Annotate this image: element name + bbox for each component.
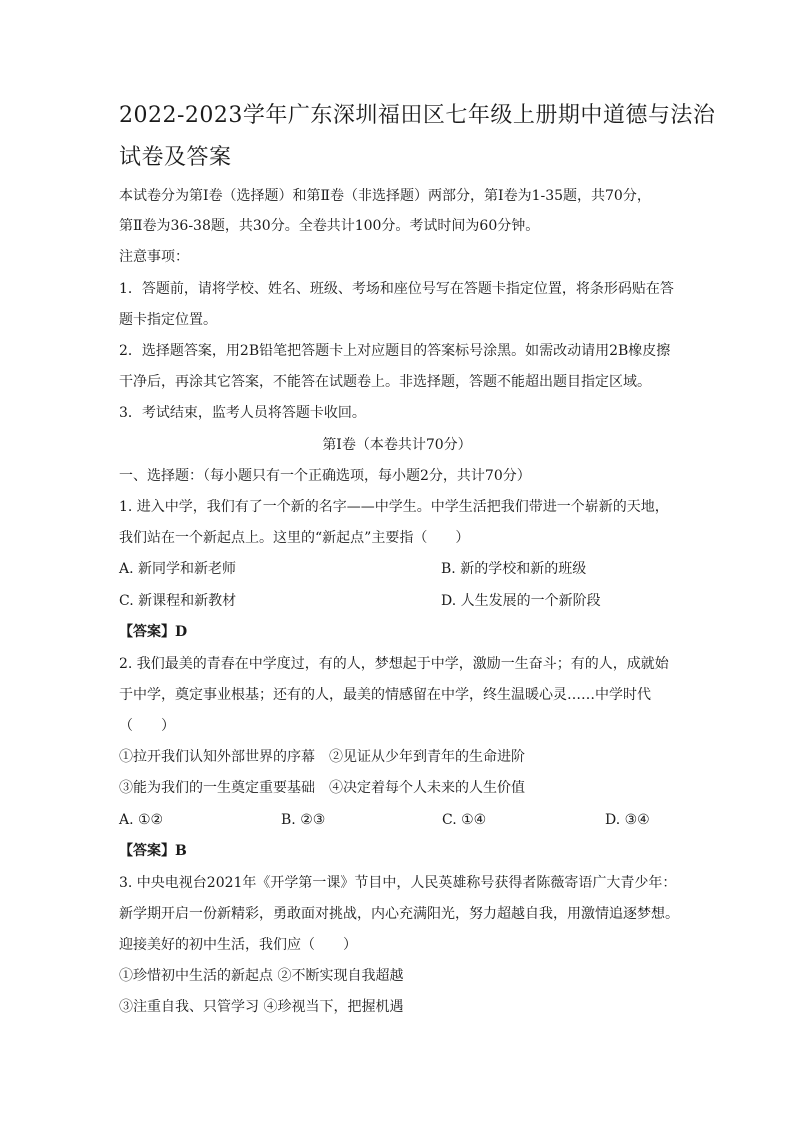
question-3-line-1: 3. 中央电视台2021年《开学第一课》节目中，人民英雄称号获得者陈薇寄语广大青少年： bbox=[119, 875, 677, 891]
question-1-line-1: 1. 进入中学，我们有了一个新的名字——中学生。中学生活把我们带进一个崭新的天地， bbox=[119, 499, 669, 515]
note-3: 3．考试结束，监考人员将答题卡收回。 bbox=[119, 405, 366, 421]
question-2-line-2: 于中学，奠定事业根基；还有的人，最美的情感留在中学，终生温暖心灵……中学时代 bbox=[119, 687, 651, 703]
document-title-line-1: 2022-2023学年广东深圳福田区七年级上册期中道德与法治 bbox=[119, 103, 716, 128]
note-1-line-1: 1．答题前，请将学校、姓名、班级、考场和座位号写在答题卡指定位置，将条形码贴在答 bbox=[119, 281, 674, 297]
question-2-answer: 【答案】B bbox=[119, 843, 187, 859]
question-1-option-d: D. 人生发展的一个新阶段 bbox=[441, 593, 601, 609]
question-2-line-1: 2. 我们最美的青春在中学度过，有的人，梦想起于中学，激励一生奋斗；有的人，成就始 bbox=[119, 656, 669, 672]
question-3-line-2: 新学期开启一份新精彩，勇敢面对挑战，内心充满阳光，努力超越自我，用激情追逐梦想。 bbox=[119, 906, 679, 922]
notes-heading: 注意事项： bbox=[119, 249, 189, 265]
question-2-statement-line-2: ③能为我们的一生奠定重要基础 ④决定着每个人未来的人生价值 bbox=[119, 780, 525, 796]
section-instruction: 一、选择题：（每小题只有一个正确选项，每小题2分，共计70分） bbox=[119, 468, 531, 484]
question-3-line-3: 迎接美好的初中生活，我们应（ ） bbox=[119, 937, 357, 953]
question-1-option-a: A. 新同学和新老师 bbox=[119, 561, 237, 577]
note-2-line-1: 2．选择题答案，用2B铅笔把答题卡上对应题目的答案标号涂黑。如需改动请用2B橡皮擦 bbox=[119, 343, 671, 359]
document-title-line-2: 试卷及答案 bbox=[119, 145, 232, 170]
question-2-line-3: （ ） bbox=[119, 718, 175, 734]
question-2-statement-line-1: ①拉开我们认知外部世界的序幕 ②见证从少年到青年的生命进阶 bbox=[119, 749, 525, 765]
question-2-option-c: C. ①④ bbox=[442, 812, 487, 828]
question-3-statement-line-2: ③注重自我、只管学习 ④珍视当下，把握机遇 bbox=[119, 999, 404, 1015]
intro-line-1: 本试卷分为第Ⅰ卷（选择题）和第Ⅱ卷（非选择题）两部分，第Ⅰ卷为1-35题，共70分， bbox=[119, 188, 651, 204]
note-1-line-2: 题卡指定位置。 bbox=[119, 312, 217, 328]
section-title: 第Ⅰ卷（本卷共计70分） bbox=[322, 437, 472, 453]
intro-line-2: 第Ⅱ卷为36-38题，共30分。全卷共计100分。考试时间为60分钟。 bbox=[119, 218, 540, 234]
question-2-option-d: D. ③④ bbox=[605, 812, 650, 828]
question-1-answer: 【答案】D bbox=[119, 624, 188, 640]
question-2-option-a: A. ①② bbox=[119, 812, 164, 828]
question-1-option-c: C. 新课程和新教材 bbox=[119, 593, 237, 609]
note-2-line-2: 干净后，再涂其它答案，不能答在试题卷上。非选择题，答题不能超出题目指定区域。 bbox=[119, 374, 651, 390]
question-1-option-b: B. 新的学校和新的班级 bbox=[441, 561, 587, 577]
question-3-statement-line-1: ①珍惜初中生活的新起点 ②不断实现自我超越 bbox=[119, 968, 404, 984]
question-2-option-b: B. ②③ bbox=[281, 812, 326, 828]
question-1-line-2: 我们站在一个新起点上。这里的“新起点”主要指（ ） bbox=[119, 530, 470, 546]
